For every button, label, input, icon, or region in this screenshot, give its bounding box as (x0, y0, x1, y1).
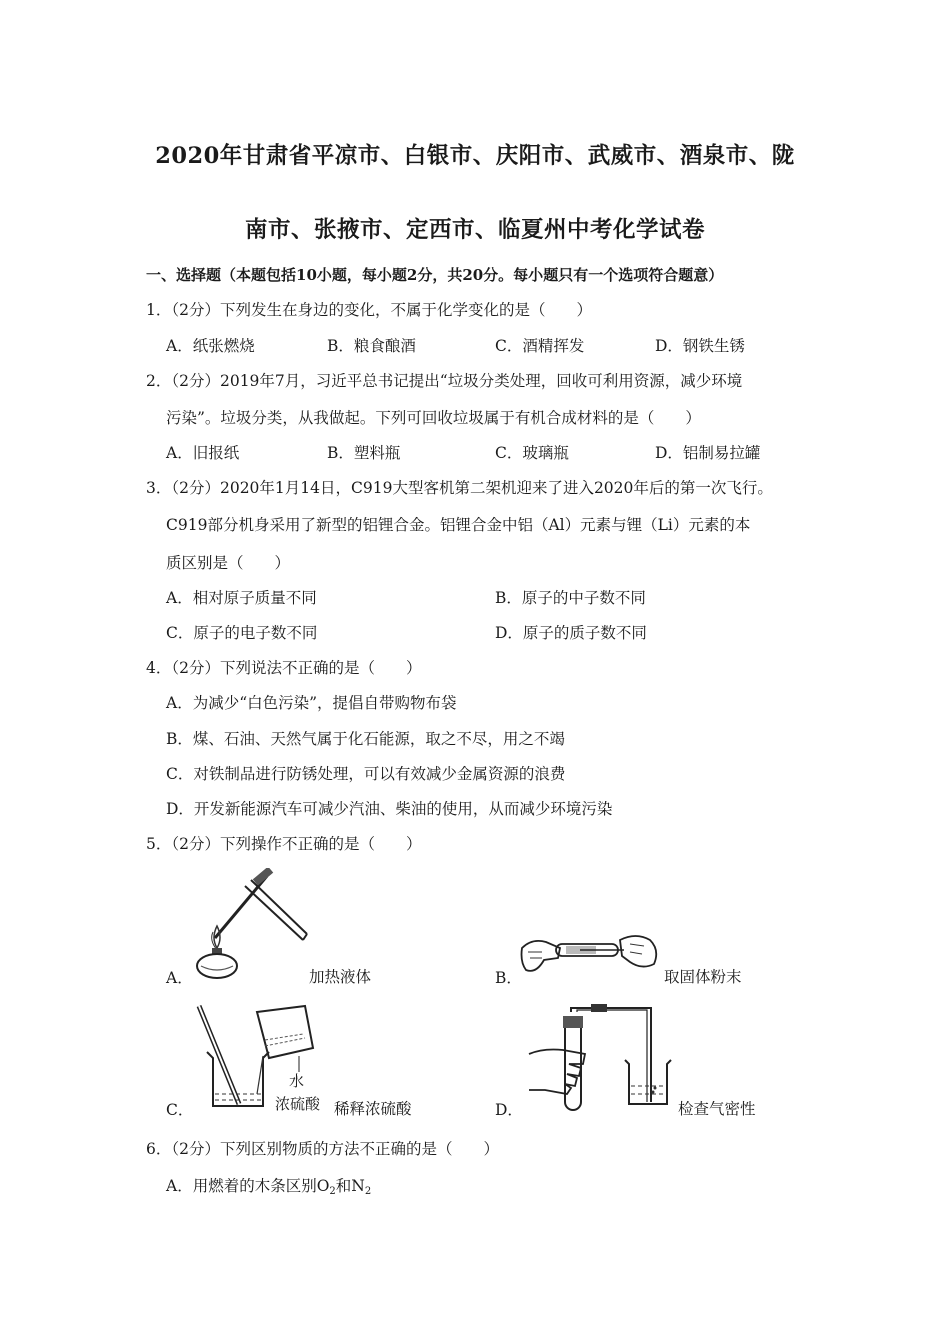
question-4-stem: 4．（2分）下列说法不正确的是（ ） (146, 659, 422, 677)
dilution-label-acid: 浓硫酸 (275, 1095, 321, 1113)
exam-title-line2: 南市、张掖市、定西市、临夏州中考化学试卷 (244, 217, 705, 243)
question-5-option-a-letter[interactable]: A． (166, 969, 193, 987)
airtightness-illustration (525, 1002, 675, 1114)
question-5-option-d-letter[interactable]: D． (495, 1101, 523, 1119)
question-3-option-c[interactable]: C．原子的电子数不同 (166, 624, 318, 642)
question-3-stem-line3: 质区别是（ ） (166, 554, 291, 572)
question-5-option-c-caption: 稀释浓硫酸 (334, 1100, 412, 1118)
question-5-option-b-letter[interactable]: B． (495, 969, 522, 987)
question-5-option-d-caption: 检查气密性 (678, 1100, 756, 1118)
question-3-stem-line1: 3．（2分）2020年1月14日，C919大型客机第二架机迎来了进入2020年后的第一次飞行。 (146, 479, 773, 497)
question-2-stem-line2: 污染”。垃圾分类，从我做起。下列可回收垃圾属于有机合成材料的是（ ） (166, 409, 701, 427)
question-4-option-c[interactable]: C．对铁制品进行防锈处理，可以有效减少金属资源的浪费 (166, 765, 566, 783)
question-4-option-a[interactable]: A．为减少“白色污染”，提倡自带购物布袋 (166, 694, 457, 712)
question-3-option-d[interactable]: D．原子的质子数不同 (495, 624, 647, 642)
question-6-option-a-mid: 和N (335, 1177, 365, 1195)
question-1-option-c[interactable]: C．酒精挥发 (495, 337, 585, 355)
question-4-option-b[interactable]: B．煤、石油、天然气属于化石能源，取之不尽，用之不竭 (166, 730, 565, 748)
heating-liquid-illustration (195, 868, 310, 983)
question-3-stem-line2: C919部分机身采用了新型的铝锂合金。铝锂合金中铝（Al）元素与锂（Li）元素的本 (166, 516, 751, 534)
question-1-option-b[interactable]: B．粮食酿酒 (327, 337, 416, 355)
question-6-option-a[interactable] (166, 1176, 371, 1202)
question-2-option-c[interactable]: C．玻璃瓶 (495, 444, 569, 462)
question-6-option-a-text: A．用燃着的木条区别O (166, 1177, 330, 1195)
question-3-option-b[interactable]: B．原子的中子数不同 (495, 589, 646, 607)
question-5-stem: 5．（2分）下列操作不正确的是（ ） (146, 835, 422, 853)
question-5-option-a-caption: 加热液体 (309, 968, 372, 986)
question-5-option-b-caption: 取固体粉末 (664, 968, 742, 986)
question-2-stem-line1: 2．（2分）2019年7月，习近平总书记提出“垃圾分类处理，回收可利用资源，减少环境 (146, 372, 743, 390)
question-2-option-b[interactable]: B．塑料瓶 (327, 444, 401, 462)
question-2-option-a[interactable]: A．旧报纸 (166, 444, 240, 462)
subscript-2: 2 (329, 1186, 336, 1197)
powder-spatula-illustration (520, 926, 660, 984)
question-6-stem: 6．（2分）下列区别物质的方法不正确的是（ ） (146, 1140, 499, 1158)
question-5-option-c-letter[interactable]: C． (166, 1101, 194, 1119)
question-3-option-a[interactable]: A．相对原子质量不同 (166, 589, 317, 607)
question-2-option-d[interactable]: D．铝制易拉罐 (655, 444, 761, 462)
subscript-2: 2 (364, 1186, 372, 1197)
exam-title-line1: 2020年甘肃省平凉市、白银市、庆阳市、武威市、酒泉市、陇 (155, 143, 795, 169)
dilution-label-water: 水 (289, 1072, 305, 1090)
question-1-option-d[interactable]: D．钢铁生锈 (655, 337, 745, 355)
question-4-option-d[interactable]: D．开发新能源汽车可减少汽油、柴油的使用，从而减少环境污染 (166, 800, 613, 818)
section-heading: 一、选择题（本题包括10小题，每小题2分，共20分。每小题只有一个选项符合题意） (146, 266, 724, 284)
question-1-stem: 1．（2分）下列发生在身边的变化，不属于化学变化的是（ ） (146, 301, 592, 319)
question-1-option-a[interactable]: A．纸张燃烧 (166, 337, 255, 355)
